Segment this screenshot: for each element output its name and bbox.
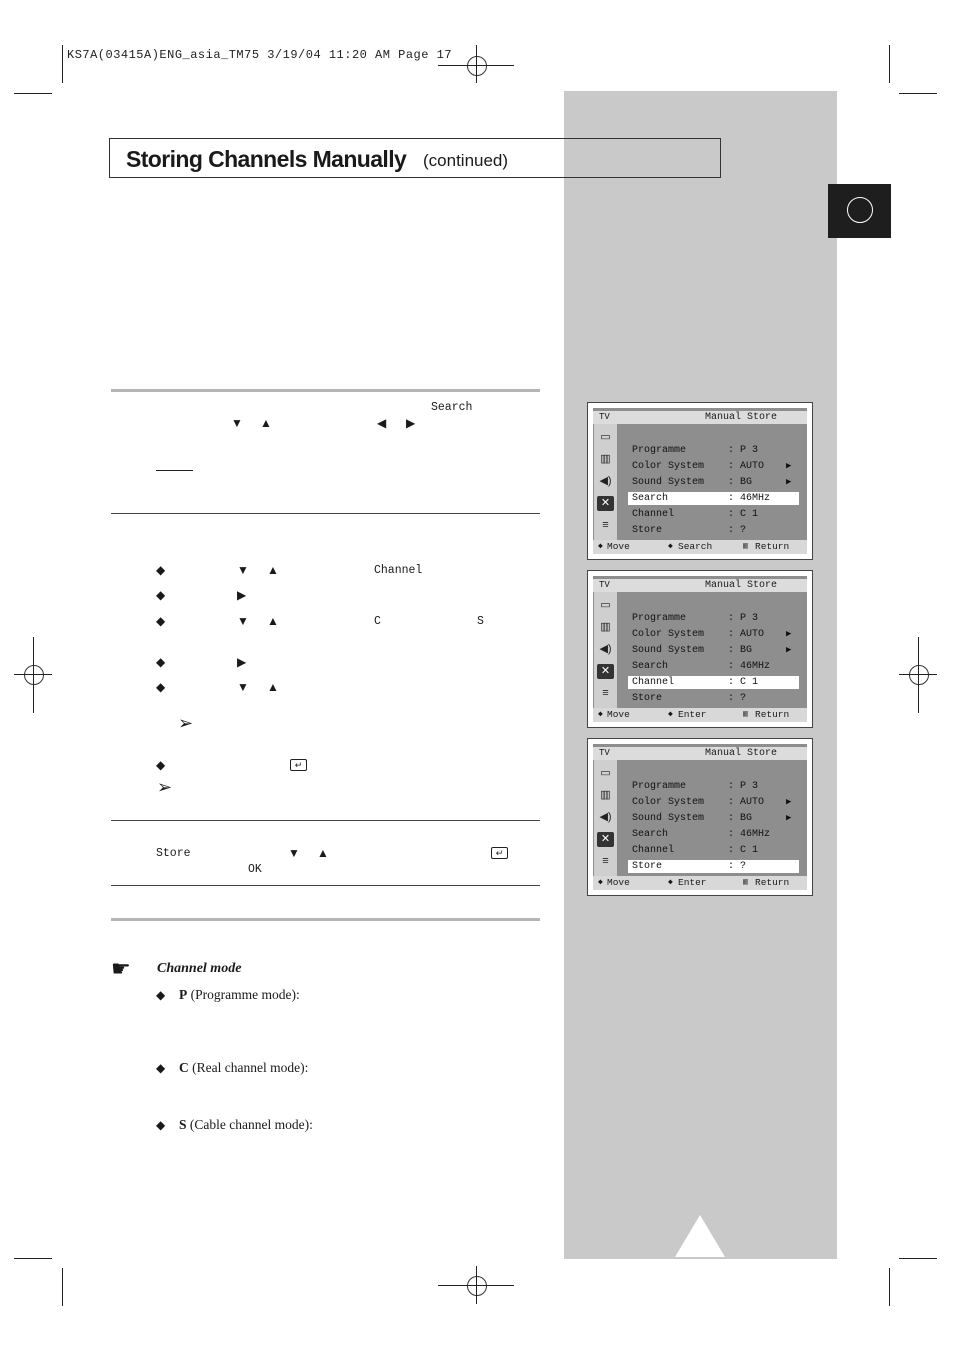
sound-menu-icon: ◀)	[599, 811, 612, 823]
osd-row-value: C 1	[740, 509, 759, 520]
section-divider	[111, 820, 540, 821]
osd-row	[628, 612, 799, 625]
right-arrow-icon: ▶	[786, 629, 792, 639]
osd-row	[628, 660, 799, 673]
osd-row-label: Channel	[632, 509, 675, 520]
osd-footer-move: Move	[607, 877, 630, 888]
osd-row	[628, 844, 799, 857]
osd-row-value: P 3	[740, 445, 759, 456]
right-arrow-icon: ▶	[406, 416, 416, 430]
osd-row	[628, 444, 799, 457]
osd-row-separator: :	[728, 461, 735, 472]
section-rule	[111, 918, 540, 921]
osd-row-value: C 1	[740, 845, 759, 856]
osd-row-value: ?	[740, 525, 747, 536]
osd-tv-label: TV	[599, 580, 610, 590]
right-arrow-icon: ▶	[237, 655, 247, 669]
osd-footer-return: Return	[755, 877, 790, 888]
crop-mark	[14, 1258, 52, 1259]
osd-icon-column	[594, 424, 617, 540]
osd-row-label: Search	[632, 829, 669, 840]
up-arrow-icon: ▲	[317, 846, 329, 860]
osd-row-value: C 1	[740, 677, 759, 688]
osd-row-label: Color System	[632, 629, 705, 640]
osd-row-value: 46MHz	[740, 493, 771, 504]
page-subtitle: (continued)	[423, 151, 509, 170]
osd-title-bar	[593, 579, 807, 592]
print-header: KS7A(03415A)ENG_asia_TM75 3/19/04 11:20 AM Page 17	[67, 48, 453, 62]
osd-footer-action: Search	[678, 541, 713, 552]
osd-row-label: Channel	[632, 677, 675, 688]
setup-menu-icon: ✕	[597, 832, 614, 847]
updown-icon: ◆	[598, 710, 603, 719]
crop-mark	[14, 93, 52, 94]
function-menu-icon: ≡	[602, 519, 609, 531]
crop-mark	[62, 45, 63, 83]
enter-icon: ↵	[491, 847, 508, 859]
ok-keyword: OK	[248, 863, 262, 876]
registration-mark	[467, 56, 487, 76]
osd-row	[628, 780, 799, 793]
osd-menu	[593, 576, 807, 722]
circle-icon	[847, 197, 873, 223]
osd-footer-move: Move	[607, 541, 630, 552]
osd-footer-action: Enter	[678, 877, 707, 888]
osd-row	[628, 796, 799, 809]
osd-title-bar	[593, 747, 807, 760]
osd-row-separator: :	[728, 493, 735, 504]
left-arrow-icon: ◀	[377, 416, 387, 430]
enter-icon: ↵	[290, 759, 307, 771]
picture-menu-icon: ▭	[600, 767, 611, 779]
osd-menu-title: Manual Store	[705, 748, 778, 759]
osd-row-separator: :	[728, 781, 735, 792]
note-arrow-icon: ➢	[157, 777, 173, 797]
osd-title-bar	[593, 411, 807, 424]
osd-footer-return: Return	[755, 709, 790, 720]
osd-tv-label: TV	[599, 412, 610, 422]
leftright-icon: ◆	[668, 878, 673, 887]
osd-row-separator: :	[728, 845, 735, 856]
osd-screen	[587, 402, 813, 560]
bullet-icon: ◆	[156, 758, 166, 772]
down-arrow-icon: ▼	[237, 563, 249, 577]
osd-row-label: Color System	[632, 797, 705, 808]
osd-row-label: Search	[632, 661, 669, 672]
osd-row-label: Store	[632, 693, 663, 704]
osd-row	[628, 676, 799, 689]
osd-row-label: Search	[632, 493, 669, 504]
osd-row-value: BG	[740, 645, 753, 656]
bullet-icon: ◆	[156, 614, 166, 628]
osd-row	[628, 692, 799, 705]
osd-row	[628, 508, 799, 521]
picture-menu-icon: ▭	[600, 599, 611, 611]
osd-row-label: Store	[632, 525, 663, 536]
right-arrow-icon: ▶	[786, 645, 792, 655]
osd-row	[628, 460, 799, 473]
right-arrow-icon: ▶	[786, 813, 792, 823]
up-arrow-icon: ▲	[267, 563, 279, 577]
down-arrow-icon: ▼	[231, 416, 243, 430]
osd-row-separator: :	[728, 797, 735, 808]
osd-menu-title: Manual Store	[705, 412, 778, 423]
osd-row-separator: :	[728, 629, 735, 640]
osd-row-label: Programme	[632, 613, 687, 624]
osd-row-value: P 3	[740, 781, 759, 792]
osd-footer-return: Return	[755, 541, 790, 552]
osd-row	[628, 476, 799, 489]
osd-menu	[593, 744, 807, 890]
note-heading: Channel mode	[157, 961, 242, 976]
osd-row-value: AUTO	[740, 797, 765, 808]
up-arrow-icon: ▲	[260, 416, 272, 430]
osd-row-value: P 3	[740, 613, 759, 624]
crop-mark	[899, 1258, 937, 1259]
osd-row-label: Programme	[632, 445, 687, 456]
osd-footer	[593, 540, 807, 554]
mode-item-s: S (Cable channel mode):	[179, 1117, 313, 1132]
osd-row-separator: :	[728, 445, 735, 456]
up-arrow-icon: ▲	[267, 680, 279, 694]
right-arrow-icon: ▶	[786, 461, 792, 471]
note-arrow-icon: ➢	[178, 713, 194, 733]
osd-footer	[593, 708, 807, 722]
search-keyword: Search	[431, 401, 473, 414]
channel-menu-icon: ▥	[600, 789, 611, 801]
bullet-icon: ◆	[156, 588, 166, 602]
right-arrow-icon: ▶	[237, 588, 247, 602]
setup-menu-icon: ✕	[597, 496, 614, 511]
osd-row-value: BG	[740, 477, 753, 488]
osd-row-separator: :	[728, 813, 735, 824]
osd-icon-column	[594, 592, 617, 708]
osd-screen	[587, 570, 813, 728]
osd-row	[628, 492, 799, 505]
menu-icon: ▥	[743, 878, 748, 887]
osd-footer-move: Move	[607, 709, 630, 720]
menu-icon: ▥	[743, 542, 748, 551]
osd-row	[628, 812, 799, 825]
function-menu-icon: ≡	[602, 855, 609, 867]
osd-row-separator: :	[728, 677, 735, 688]
sound-menu-icon: ◀)	[599, 475, 612, 487]
osd-row-label: Color System	[632, 461, 705, 472]
registration-line	[476, 45, 477, 83]
osd-row-value: AUTO	[740, 461, 765, 472]
osd-row	[628, 860, 799, 873]
osd-row-separator: :	[728, 645, 735, 656]
registration-line	[918, 637, 919, 713]
channel-menu-icon: ▥	[600, 453, 611, 465]
store-keyword: Store	[156, 847, 191, 860]
osd-row-separator: :	[728, 861, 735, 872]
page-title-box	[109, 138, 721, 178]
crop-mark	[889, 45, 890, 83]
osd-row-label: Sound System	[632, 477, 705, 488]
function-menu-icon: ≡	[602, 687, 609, 699]
page-title: Storing Channels Manually	[126, 146, 407, 172]
osd-menu	[593, 408, 807, 554]
setup-menu-icon: ✕	[597, 664, 614, 679]
crop-mark	[889, 1268, 890, 1306]
up-arrow-icon: ▲	[267, 614, 279, 628]
right-arrow-icon: ▶	[786, 477, 792, 487]
c-keyword: C	[374, 615, 381, 628]
down-arrow-icon: ▼	[237, 614, 249, 628]
osd-row-separator: :	[728, 477, 735, 488]
osd-row-separator: :	[728, 829, 735, 840]
osd-row-separator: :	[728, 693, 735, 704]
osd-row	[628, 524, 799, 537]
osd-footer	[593, 876, 807, 890]
section-divider	[111, 513, 540, 514]
crop-mark	[899, 93, 937, 94]
bullet-icon: ◆	[156, 1118, 166, 1132]
osd-row-value: ?	[740, 861, 747, 872]
leftright-icon: ◆	[668, 710, 673, 719]
section-rule	[111, 389, 540, 392]
section-divider	[111, 885, 540, 886]
sound-menu-icon: ◀)	[599, 643, 612, 655]
osd-row	[628, 628, 799, 641]
osd-row-label: Programme	[632, 781, 687, 792]
triangle-marker	[675, 1215, 725, 1257]
underline-mark	[156, 470, 193, 471]
osd-row-value: AUTO	[740, 629, 765, 640]
menu-icon: ▥	[743, 710, 748, 719]
picture-menu-icon: ▭	[600, 431, 611, 443]
osd-menu-title: Manual Store	[705, 580, 778, 591]
down-arrow-icon: ▼	[237, 680, 249, 694]
osd-icon-column	[594, 760, 617, 876]
osd-row-label: Sound System	[632, 645, 705, 656]
osd-row-value: 46MHz	[740, 829, 771, 840]
bullet-icon: ◆	[156, 563, 166, 577]
right-arrow-icon: ▶	[786, 797, 792, 807]
updown-icon: ◆	[598, 878, 603, 887]
osd-row-separator: :	[728, 525, 735, 536]
crop-mark	[62, 1268, 63, 1306]
bullet-icon: ◆	[156, 680, 166, 694]
osd-row-label: Store	[632, 861, 663, 872]
mode-item-p: P (Programme mode):	[179, 987, 300, 1002]
osd-row-separator: :	[728, 509, 735, 520]
registration-mark	[467, 1276, 487, 1296]
osd-row-value: 46MHz	[740, 661, 771, 672]
bullet-icon: ◆	[156, 1061, 166, 1075]
pointing-hand-icon: ☛	[111, 956, 131, 981]
s-keyword: S	[477, 615, 484, 628]
channel-keyword: Channel	[374, 564, 423, 577]
registration-line	[33, 637, 34, 713]
osd-tv-label: TV	[599, 748, 610, 758]
registration-line	[476, 1266, 477, 1304]
osd-footer-action: Enter	[678, 709, 707, 720]
down-arrow-icon: ▼	[288, 846, 300, 860]
osd-row-label: Sound System	[632, 813, 705, 824]
osd-row-separator: :	[728, 661, 735, 672]
leftright-icon: ◆	[668, 542, 673, 551]
bullet-icon: ◆	[156, 655, 166, 669]
osd-row	[628, 644, 799, 657]
osd-screen	[587, 738, 813, 896]
registration-mark	[24, 665, 44, 685]
osd-row-value: ?	[740, 693, 747, 704]
mode-item-c: C (Real channel mode):	[179, 1060, 309, 1075]
registration-mark	[909, 665, 929, 685]
osd-row-value: BG	[740, 813, 753, 824]
osd-row	[628, 828, 799, 841]
channel-menu-icon: ▥	[600, 621, 611, 633]
section-tab	[828, 184, 891, 238]
osd-row-label: Channel	[632, 845, 675, 856]
updown-icon: ◆	[598, 542, 603, 551]
bullet-icon: ◆	[156, 988, 166, 1002]
osd-row-separator: :	[728, 613, 735, 624]
